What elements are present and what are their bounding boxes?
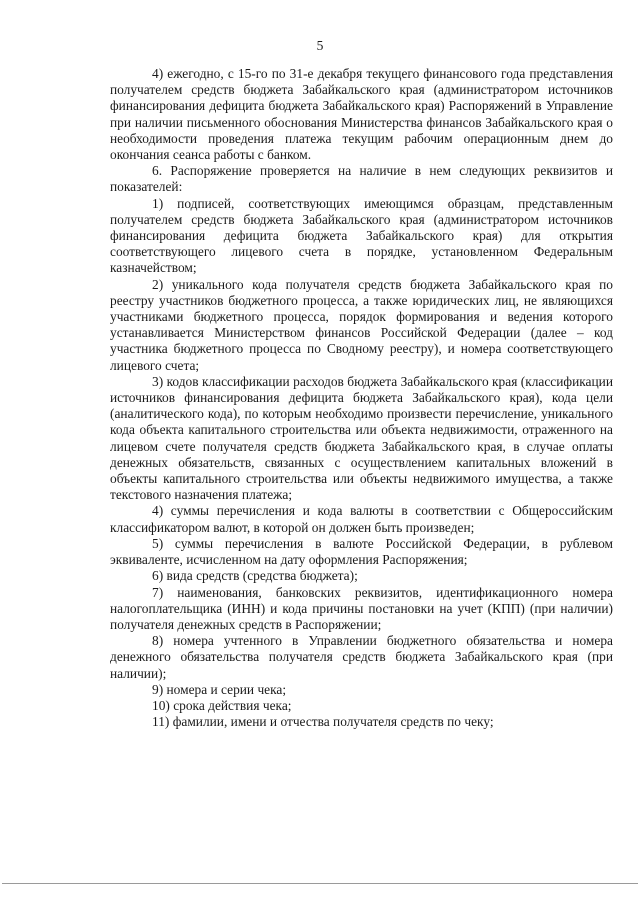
paragraph: 1) подписей, соответствующих имеющимся образцам, представленным получателем средств бюджета Забайкальского края (администратором источников финансирования дефицита бюджета Забайкальского края) для открытия соответствующего лицевого счета в порядке, установленном Федеральным казначейством; [110, 195, 613, 276]
paragraph: 6) вида средств (средства бюджета); [152, 568, 358, 584]
paragraph: 10) срока действия чека; [152, 697, 292, 713]
paragraph: 8) номера учтенного в Управлении бюджетного обязательства и номера денежного обязательства получателя средств бюджета Забайкальского края (при наличии); [110, 633, 613, 681]
paragraph: 4) ежегодно, с 15-го по 31-е декабря текущего финансового года представления получателем средств бюджета Забайкальского края (администратором источников финансирования дефицита бюджета Забайкальского края) Распоряжений в Управление при наличии письменного обоснования Министерства финансов Забайкальского края о необходимости проведения платежа текущим рабочим операционным днем до окончания сеанса работы с банком. [110, 66, 613, 163]
paragraph: 11) фамилии, имени и отчества получателя средств по чеку; [152, 714, 494, 730]
paragraph: 6. Распоряжение проверяется на наличие в нем следующих реквизитов и показателей: [110, 163, 613, 195]
paragraph: 4) суммы перечисления и кода валюты в соответствии с Общероссийским классификатором валют, в которой он должен быть произведен; [110, 503, 613, 535]
paragraph: 3) кодов классификации расходов бюджета Забайкальского края (классификации источников финансирования дефицита бюджета Забайкальского края), кода цели (аналитического кода), по которым необходимо произвести перечисление, уникального кода объекта капитального строительства или объекта недвижимости, отраженного на лицевом счете получателя средств бюджета Забайкальского края, в случае оплаты денежных обязательств, связанных с осуществлением капитальных вложений в объекты капитального строительства или объекты недвижимого имущества, а также текстового назначения платежа; [110, 373, 613, 503]
bottom-divider [2, 883, 638, 884]
page-number: 5 [316, 38, 324, 53]
paragraph: 2) уникального кода получателя средств бюджета Забайкальского края по реестру участников бюджетного процесса, а также юридических лиц, не являющихся участниками бюджетного процесса, порядок формирования и ведения которого устанавливается Министерством финансов Российской Федерации (далее – код участника бюджетного процесса по Сводному реестру), и номера соответствующего лицевого счета; [110, 276, 613, 373]
paragraph: 7) наименования, банковских реквизитов, идентификационного номера налогоплательщика (ИНН) и кода причины постановки на учет (КПП) (при наличии) получателя денежных средств в Распоряжении; [110, 584, 613, 632]
paragraph: 9) номера и серии чека; [152, 681, 287, 697]
document-body [110, 66, 613, 730]
paragraph: 5) суммы перечисления в валюте Российской Федерации, в рублевом эквиваленте, исчисленном на дату оформления Распоряжения; [110, 535, 613, 568]
